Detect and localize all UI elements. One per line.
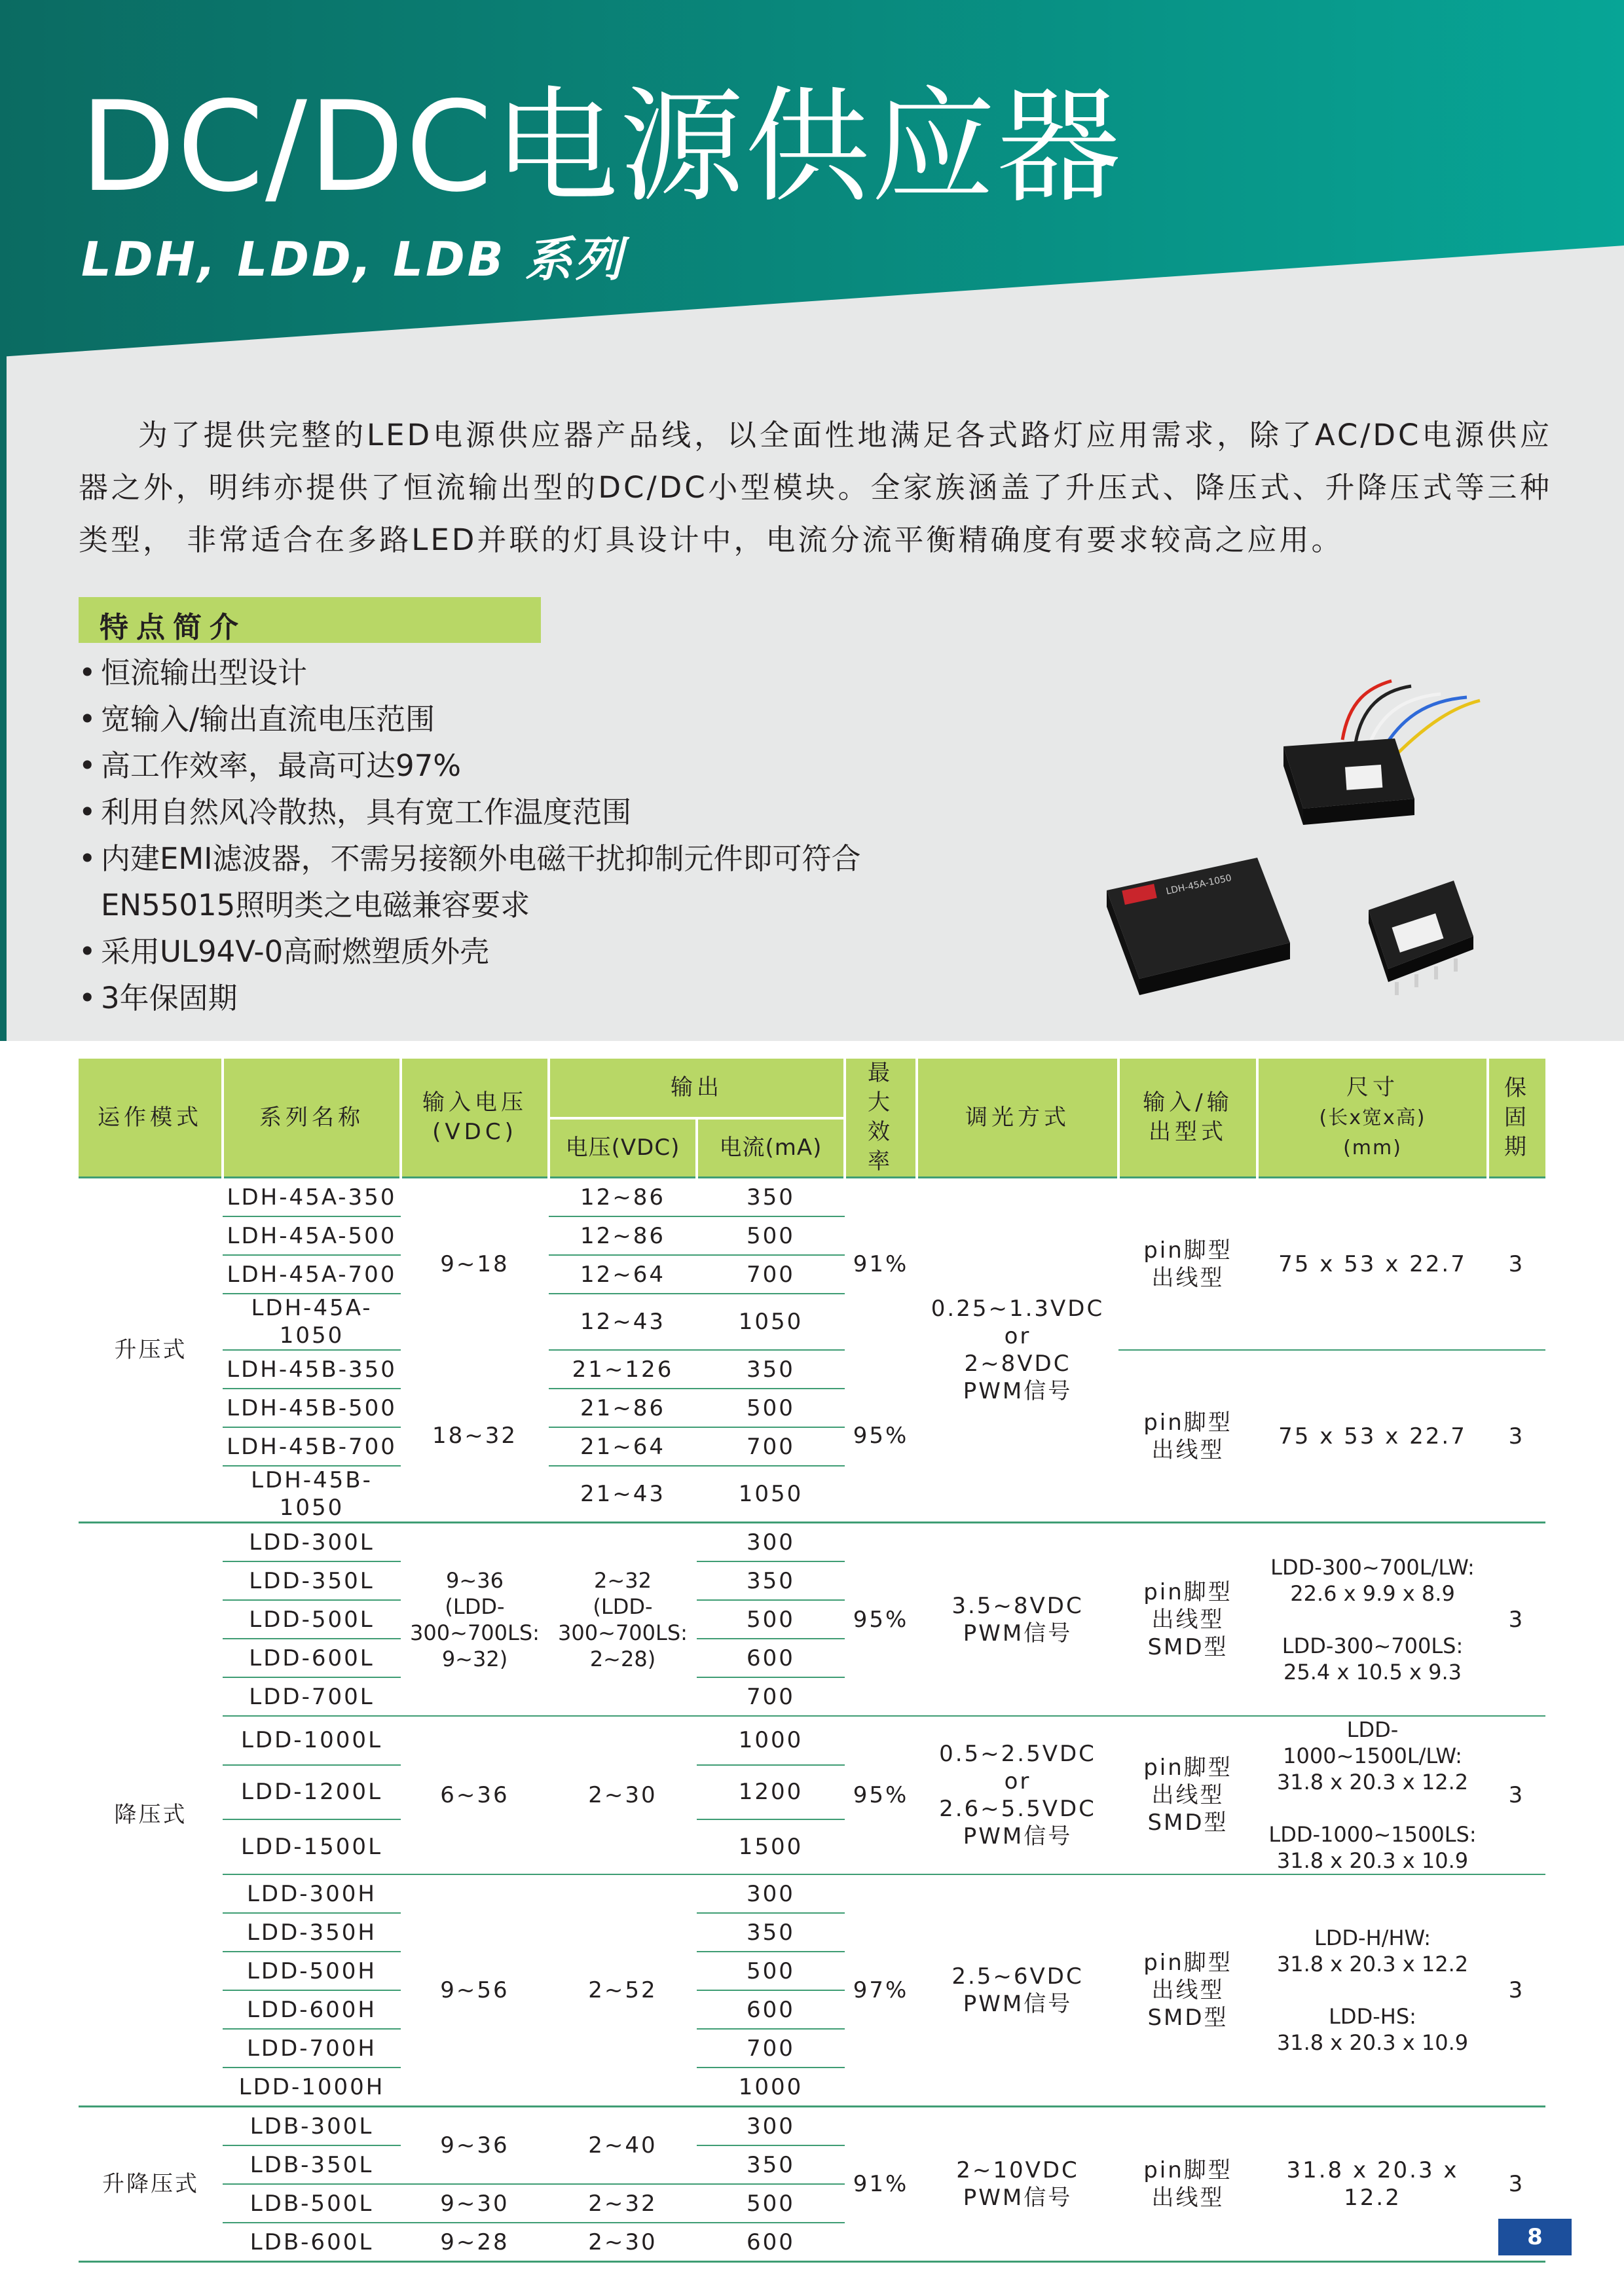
current-cell: 1050 xyxy=(738,1481,803,1507)
current-cell: 500 xyxy=(697,1952,845,1990)
feature-item: • 内建EMI滤波器，不需另接额外电磁干扰抑制元件即可符合 xyxy=(79,835,861,882)
features-heading: 特点简介 xyxy=(100,611,246,644)
page-title: DC/DC电源供应器 xyxy=(80,75,1122,219)
current-cell: 350 xyxy=(697,1178,845,1217)
current-cell: 600 xyxy=(697,1639,845,1677)
vin-cell: 9~30 xyxy=(401,2184,549,2223)
header-output-voltage: 电压(VDC) xyxy=(549,1118,697,1178)
model-cell: LDH-45A-500 xyxy=(223,1216,401,1255)
spec-table xyxy=(79,1059,1545,2263)
model-cell: LDB-500L xyxy=(223,2184,401,2223)
header-input-voltage-label: 输入电压 xyxy=(422,1089,527,1116)
mode-cell: 降压式 xyxy=(79,1523,223,2107)
vout-cell: 12~86 xyxy=(549,1216,697,1255)
vout-cell: 12~43 xyxy=(549,1294,697,1350)
eff-cell: 95% xyxy=(845,1716,917,1874)
eff-cell: 91% xyxy=(845,1178,917,1351)
current-cell: 300 xyxy=(697,2107,845,2146)
mode-cell: 升降压式 xyxy=(79,2107,223,2262)
vout-cell: 12~86 xyxy=(549,1178,697,1217)
current-cell: 350 xyxy=(697,2145,845,2184)
header-size-label: 尺寸 xyxy=(1346,1074,1399,1101)
vin-cell: 9~36 xyxy=(401,2107,549,2185)
vin-cell: 9~36 (LDD- 300~700LS: 9~32) xyxy=(401,1523,549,1717)
vout-cell: 2~30 xyxy=(549,1716,697,1874)
feature-list xyxy=(79,649,861,1021)
current-cell: 350 xyxy=(697,1350,845,1389)
io-cell: pin脚型 出线型 xyxy=(1118,1350,1257,1523)
header-output-current: 电流(mA) xyxy=(697,1118,845,1178)
header-efficiency: 最大效率 xyxy=(845,1059,917,1178)
current-cell: 1050 xyxy=(697,1294,845,1350)
current-cell: 500 xyxy=(697,2184,845,2223)
features-heading-bar xyxy=(79,597,541,643)
model-cell: LDD-300L xyxy=(223,1523,401,1562)
model-cell: LDH-45B-1050 xyxy=(251,1467,373,1521)
model-cell: LDD-1500L xyxy=(240,1834,383,1861)
model-cell: LDD-600L xyxy=(223,1639,401,1677)
model-cell: LDD-1200L xyxy=(223,1765,401,1820)
size-cell: 31.8 x 20.3 x 12.2 xyxy=(1257,2107,1488,2262)
feature-item: • 恒流输出型设计 xyxy=(79,649,861,696)
current-cell: 500 xyxy=(697,1389,845,1427)
feature-item: • 高工作效率，最高可达97% xyxy=(79,742,861,789)
vout-cell: 2~52 xyxy=(549,1874,697,2107)
dimming-cell: 0.25~1.3VDC or 2~8VDC PWM信号 xyxy=(917,1178,1118,1523)
model-cell: LDB-350L xyxy=(223,2145,401,2184)
vout-cell: 21~64 xyxy=(549,1427,697,1466)
feature-item: • 宽输入/输出直流电压范围 xyxy=(79,696,861,742)
current-cell: 600 xyxy=(697,1990,845,2029)
model-cell: LDD-700H xyxy=(223,2029,401,2068)
warranty-cell: 3 xyxy=(1488,1350,1545,1523)
current-cell: 350 xyxy=(697,1561,845,1600)
header-io-type: 输入/输出型式 xyxy=(1118,1059,1257,1178)
model-cell: LDH-45A-700 xyxy=(223,1255,401,1294)
warranty-cell: 3 xyxy=(1488,1716,1545,1874)
current-cell: 500 xyxy=(697,1600,845,1639)
current-cell: 1000 xyxy=(697,1716,845,1765)
dimming-cell: 2.5~6VDC PWM信号 xyxy=(917,1874,1118,2107)
size-cell: 75 x 53 x 22.7 xyxy=(1257,1178,1488,1351)
current-cell: 1200 xyxy=(697,1765,845,1820)
product-photo xyxy=(1087,661,1513,1002)
io-cell: pin脚型 出线型 xyxy=(1118,1178,1257,1351)
header-input-voltage-unit: (VDC) xyxy=(432,1119,517,1145)
vout-cell: 21~126 xyxy=(549,1350,697,1389)
model-cell: LDD-350L xyxy=(223,1561,401,1600)
header-mode: 运作模式 xyxy=(79,1059,223,1178)
size-cell: LDD-300~700L/LW: 22.6 x 9.9 x 8.9 LDD-300~700LS: 25.4 x 10.5 x 9.3 xyxy=(1257,1523,1488,1717)
feature-item: • 3年保固期 xyxy=(79,975,861,1021)
current-cell: 300 xyxy=(697,1523,845,1562)
vout-cell: 21~86 xyxy=(549,1389,697,1427)
current-cell: 700 xyxy=(697,2029,845,2068)
warranty-cell: 3 xyxy=(1488,2107,1545,2262)
vout-cell: 2~30 xyxy=(549,2223,697,2262)
feature-item: • 利用自然风冷散热，具有宽工作温度范围 xyxy=(79,789,861,835)
size-cell: 75 x 53 x 22.7 xyxy=(1257,1350,1488,1523)
header-dimming: 调光方式 xyxy=(917,1059,1118,1178)
eff-cell: 97% xyxy=(845,1874,917,2107)
warranty-cell: 3 xyxy=(1488,1874,1545,2107)
current-cell: 500 xyxy=(697,1216,845,1255)
io-cell: pin脚型 出线型 SMD型 xyxy=(1118,1523,1257,1717)
model-cell: LDD-300H xyxy=(223,1874,401,1913)
warranty-cell: 3 xyxy=(1488,1178,1545,1351)
model-cell: LDH-45B-700 xyxy=(223,1427,401,1466)
current-cell: 1500 xyxy=(738,1834,803,1861)
vin-cell: 9~28 xyxy=(401,2223,549,2262)
product-label: LDH-45A-1050 xyxy=(1165,873,1233,898)
ldh-module xyxy=(1107,858,1290,995)
eff-cell: 91% xyxy=(845,2107,917,2262)
current-cell: 300 xyxy=(697,1874,845,1913)
current-cell: 700 xyxy=(747,1683,795,1710)
size-cell: LDD-H/HW: 31.8 x 20.3 x 12.2 LDD-HS: 31.8 x 20.3 x 10.9 xyxy=(1257,1874,1488,2107)
intro-text: 为了提供完整的LED电源供应器产品线，以全面性地满足各式路灯应用需求，除了AC/DC电源供应器之外，明纬亦提供了恒流输出型的DC/DC小型模块。全家族涵盖了升压式、降压式、升降压式等三种类型， 非常适合在多路LED并联的灯具设计中，电流分流平衡精确度有要求较高之应用。 xyxy=(79,418,1552,557)
model-cell: LDD-500L xyxy=(223,1600,401,1639)
feature-item: • 采用UL94V-0高耐燃塑质外壳 xyxy=(79,928,861,975)
vout-cell: 2~32 xyxy=(549,2184,697,2223)
model-cell: LDH-45A-1050 xyxy=(223,1294,401,1350)
current-cell: 1000 xyxy=(738,2073,803,2100)
vout-cell: 21~43 xyxy=(580,1481,665,1507)
model-cell: LDD-700L xyxy=(249,1683,375,1710)
vin-cell: 9~56 xyxy=(401,1874,549,2107)
dimming-cell: 3.5~8VDC PWM信号 xyxy=(917,1523,1118,1717)
eff-cell: 95% xyxy=(845,1523,917,1717)
current-cell: 600 xyxy=(697,2223,845,2262)
model-cell: LDH-45A-350 xyxy=(223,1178,401,1217)
header-input-voltage xyxy=(401,1059,549,1178)
current-cell: 700 xyxy=(697,1427,845,1466)
header-size-sub: (长x宽x高) xyxy=(1319,1106,1426,1129)
intro-paragraph xyxy=(79,409,1552,566)
size-cell: LDD-1000~1500L/LW: 31.8 x 20.3 x 12.2 LDD-1000~1500LS: 31.8 x 20.3 x 10.9 xyxy=(1257,1716,1488,1874)
dimming-cell: 2~10VDC PWM信号 xyxy=(917,2107,1118,2262)
vin-cell: 18~32 xyxy=(432,1423,517,1449)
model-cell: LDH-45B-500 xyxy=(223,1389,401,1427)
ldd-module-wired xyxy=(1283,738,1414,825)
io-cell: pin脚型 出线型 SMD型 xyxy=(1118,1874,1257,2107)
header-size-unit: (mm) xyxy=(1343,1136,1402,1159)
vin-cell: 6~36 xyxy=(401,1716,549,1874)
mode-cell: 升压式 xyxy=(79,1178,223,1523)
model-cell: LDH-45B-350 xyxy=(223,1350,401,1389)
header-series: 系列名称 xyxy=(223,1059,401,1178)
vin-cell: 9~18 xyxy=(401,1178,549,1351)
model-cell: LDD-500H xyxy=(223,1952,401,1990)
vout-cell: 12~64 xyxy=(549,1255,697,1294)
ldd-module-pin xyxy=(1369,881,1473,995)
vout-cell: 2~32 (LDD- 300~700LS: 2~28) xyxy=(549,1523,697,1717)
header-size xyxy=(1257,1059,1488,1178)
io-cell: pin脚型 出线型 xyxy=(1118,2107,1257,2262)
vout-cell: 2~40 xyxy=(549,2107,697,2185)
page-number: 8 xyxy=(1498,2219,1572,2255)
model-cell: LDD-1000L xyxy=(223,1716,401,1765)
header-output: 输出 xyxy=(549,1059,845,1118)
warranty-cell: 3 xyxy=(1488,1523,1545,1717)
model-cell: LDB-300L xyxy=(223,2107,401,2146)
io-cell: pin脚型 出线型 SMD型 xyxy=(1118,1716,1257,1874)
model-cell: LDD-600H xyxy=(223,1990,401,2029)
feature-item-continued: EN55015照明类之电磁兼容要求 xyxy=(101,888,530,922)
page-subtitle: LDH, LDD, LDB 系列 xyxy=(81,232,625,287)
current-cell: 700 xyxy=(697,1255,845,1294)
eff-cell: 95% xyxy=(853,1423,909,1449)
header-warranty: 保固期 xyxy=(1488,1059,1545,1178)
model-cell: LDB-600L xyxy=(223,2223,401,2262)
current-cell: 350 xyxy=(697,1913,845,1952)
model-cell: LDD-1000H xyxy=(238,2073,385,2100)
dimming-cell: 0.5~2.5VDC or 2.6~5.5VDC PWM信号 xyxy=(917,1716,1118,1874)
model-cell: LDD-350H xyxy=(223,1913,401,1952)
